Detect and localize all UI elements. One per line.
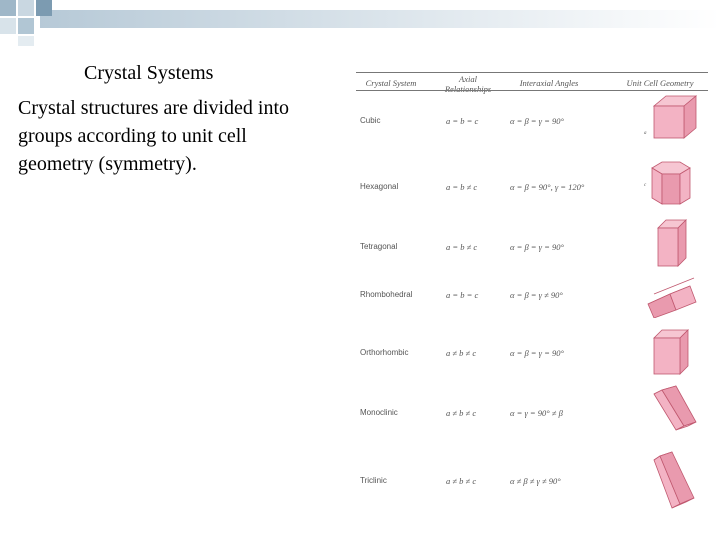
axial-relationship: a = b ≠ c	[446, 182, 478, 192]
system-name: Monoclinic	[360, 408, 398, 417]
axial-relationship: a = b ≠ c	[446, 242, 478, 252]
svg-text:a: a	[644, 131, 647, 136]
table-row	[356, 274, 708, 332]
slide-title: Crystal Systems	[84, 62, 214, 84]
axial-relationship: a = b = c	[446, 116, 479, 126]
interaxial-angles: α = β = γ = 90°	[510, 116, 564, 126]
crystal-systems-table	[356, 66, 708, 520]
table-row	[356, 94, 708, 152]
table-row	[356, 450, 708, 508]
system-name: Cubic	[360, 116, 381, 125]
axial-relationship: a = b = c	[446, 290, 479, 300]
interaxial-angles: α = β = γ ≠ 90°	[510, 290, 563, 300]
axial-relationship: a ≠ b ≠ c	[446, 476, 477, 486]
cubic-unit-cell-icon	[640, 94, 704, 146]
system-name: Triclinic	[360, 476, 387, 485]
header-axial-relationships: Axial Relationships	[444, 74, 492, 94]
hexagonal-unit-cell-icon	[640, 156, 704, 212]
decorative-top-band	[0, 0, 720, 46]
interaxial-angles: α ≠ β ≠ γ ≠ 90°	[510, 476, 561, 486]
table-header-rule	[356, 90, 708, 91]
table-row	[356, 328, 708, 386]
table-top-rule	[356, 72, 708, 73]
axial-relationship: a ≠ b ≠ c	[446, 408, 477, 418]
system-name: Tetragonal	[360, 242, 398, 251]
table-row	[356, 216, 708, 274]
monoclinic-unit-cell-icon	[640, 384, 704, 440]
interaxial-angles: α = β = γ = 90°	[510, 242, 564, 252]
orthorhombic-unit-cell-icon	[640, 328, 704, 378]
svg-text:c: c	[644, 183, 647, 188]
rhombohedral-unit-cell-icon	[640, 274, 704, 318]
table-row	[356, 384, 708, 442]
system-name: Hexagonal	[360, 182, 399, 191]
header-unit-cell-geometry: Unit Cell Geometry	[626, 78, 694, 88]
axial-relationship: a ≠ b ≠ c	[446, 348, 477, 358]
interaxial-angles: α = β = γ = 90°	[510, 348, 564, 358]
interaxial-angles: α = γ = 90° ≠ β	[510, 408, 563, 418]
system-name: Orthorhombic	[360, 348, 409, 357]
system-name: Rhombohedral	[360, 290, 413, 299]
header-interaxial-angles: Interaxial Angles	[519, 78, 579, 88]
slide-body-text: Crystal structures are divided into groups according to unit cell geometry (symmetry).	[18, 97, 290, 175]
table-row	[356, 156, 708, 214]
tetragonal-unit-cell-icon	[640, 216, 704, 270]
header-crystal-system: Crystal System	[365, 78, 417, 88]
triclinic-unit-cell-icon	[640, 450, 704, 514]
interaxial-angles: α = β = 90°, γ = 120°	[510, 182, 585, 192]
